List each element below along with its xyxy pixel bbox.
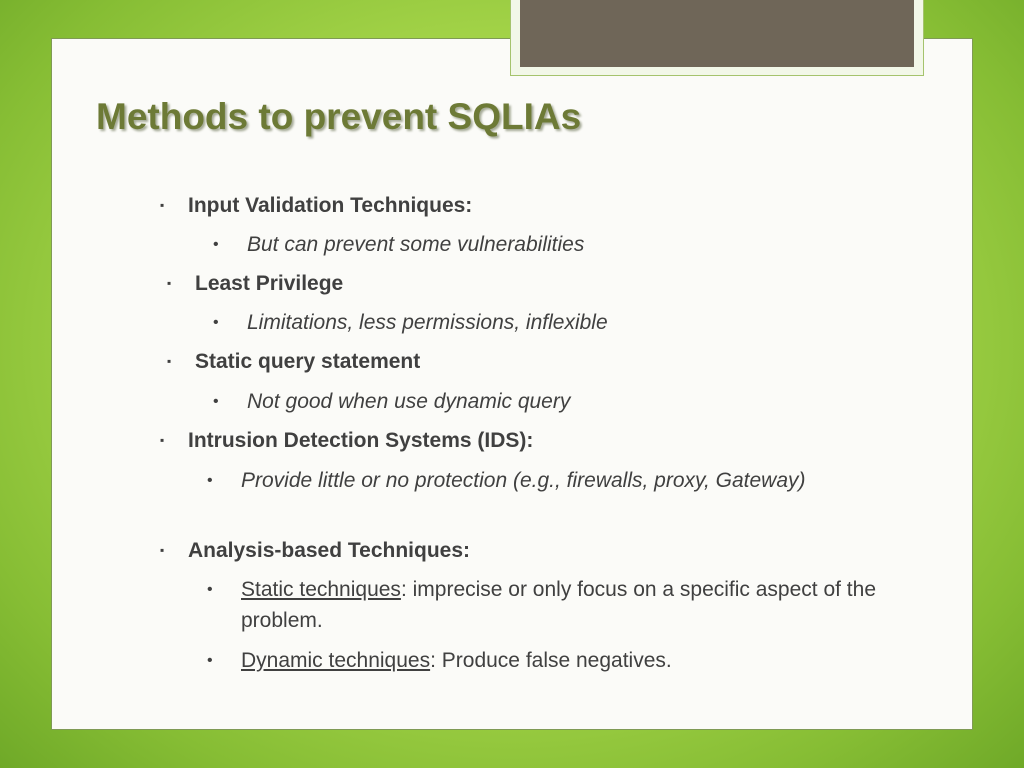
bullet-analysis-based bbox=[160, 535, 470, 566]
subbullet-label bbox=[241, 574, 881, 636]
subbullet-label bbox=[241, 645, 672, 676]
bullet-label: Input Validation Techniques: bbox=[188, 194, 473, 217]
subbullet-ids-note bbox=[207, 465, 881, 496]
round-bullet-icon: • bbox=[207, 652, 213, 669]
square-bullet-icon: ▪ bbox=[167, 354, 172, 368]
round-bullet-icon: • bbox=[213, 393, 219, 410]
bullet-input-validation bbox=[160, 190, 472, 221]
square-bullet-icon: ▪ bbox=[160, 198, 165, 212]
subbullet-label: Provide little or no protection (e.g., firewalls, proxy, Gateway) bbox=[241, 469, 806, 492]
square-bullet-icon: ▪ bbox=[160, 433, 165, 447]
subbullet-label: Not good when use dynamic query bbox=[247, 390, 571, 413]
term-description: : Produce false negatives. bbox=[430, 649, 672, 672]
bullet-label: Static query statement bbox=[195, 350, 421, 373]
round-bullet-icon: • bbox=[207, 581, 213, 598]
bullet-least-privilege bbox=[167, 268, 343, 299]
subbullet-input-validation-note bbox=[213, 229, 584, 260]
subbullet-least-privilege-note bbox=[213, 307, 608, 338]
bullet-label: Least Privilege bbox=[195, 272, 344, 295]
subbullet-label: But can prevent some vulnerabilities bbox=[247, 233, 585, 256]
term-dynamic-techniques: Dynamic techniques bbox=[241, 649, 431, 672]
subbullet-static-query-note bbox=[213, 386, 570, 417]
square-bullet-icon: ▪ bbox=[167, 276, 172, 290]
bullet-label: Intrusion Detection Systems (IDS): bbox=[188, 429, 534, 452]
term-description: : imprecise or only focus on a specific aspect of the problem. bbox=[241, 578, 877, 632]
round-bullet-icon: • bbox=[213, 236, 219, 253]
round-bullet-icon: • bbox=[213, 314, 219, 331]
subbullet-static-techniques bbox=[207, 574, 881, 636]
round-bullet-icon: • bbox=[207, 472, 213, 489]
header-block bbox=[520, 0, 914, 67]
slide-title: Methods to prevent SQLIAs bbox=[96, 96, 582, 137]
bullet-ids bbox=[160, 425, 533, 456]
bullet-static-query bbox=[167, 346, 420, 377]
subbullet-label: Limitations, less permissions, inflexible bbox=[247, 311, 608, 334]
subbullet-dynamic-techniques bbox=[207, 645, 672, 676]
term-static-techniques: Static techniques bbox=[241, 578, 401, 601]
bullet-label: Analysis-based Techniques: bbox=[188, 539, 471, 562]
square-bullet-icon: ▪ bbox=[160, 543, 165, 557]
